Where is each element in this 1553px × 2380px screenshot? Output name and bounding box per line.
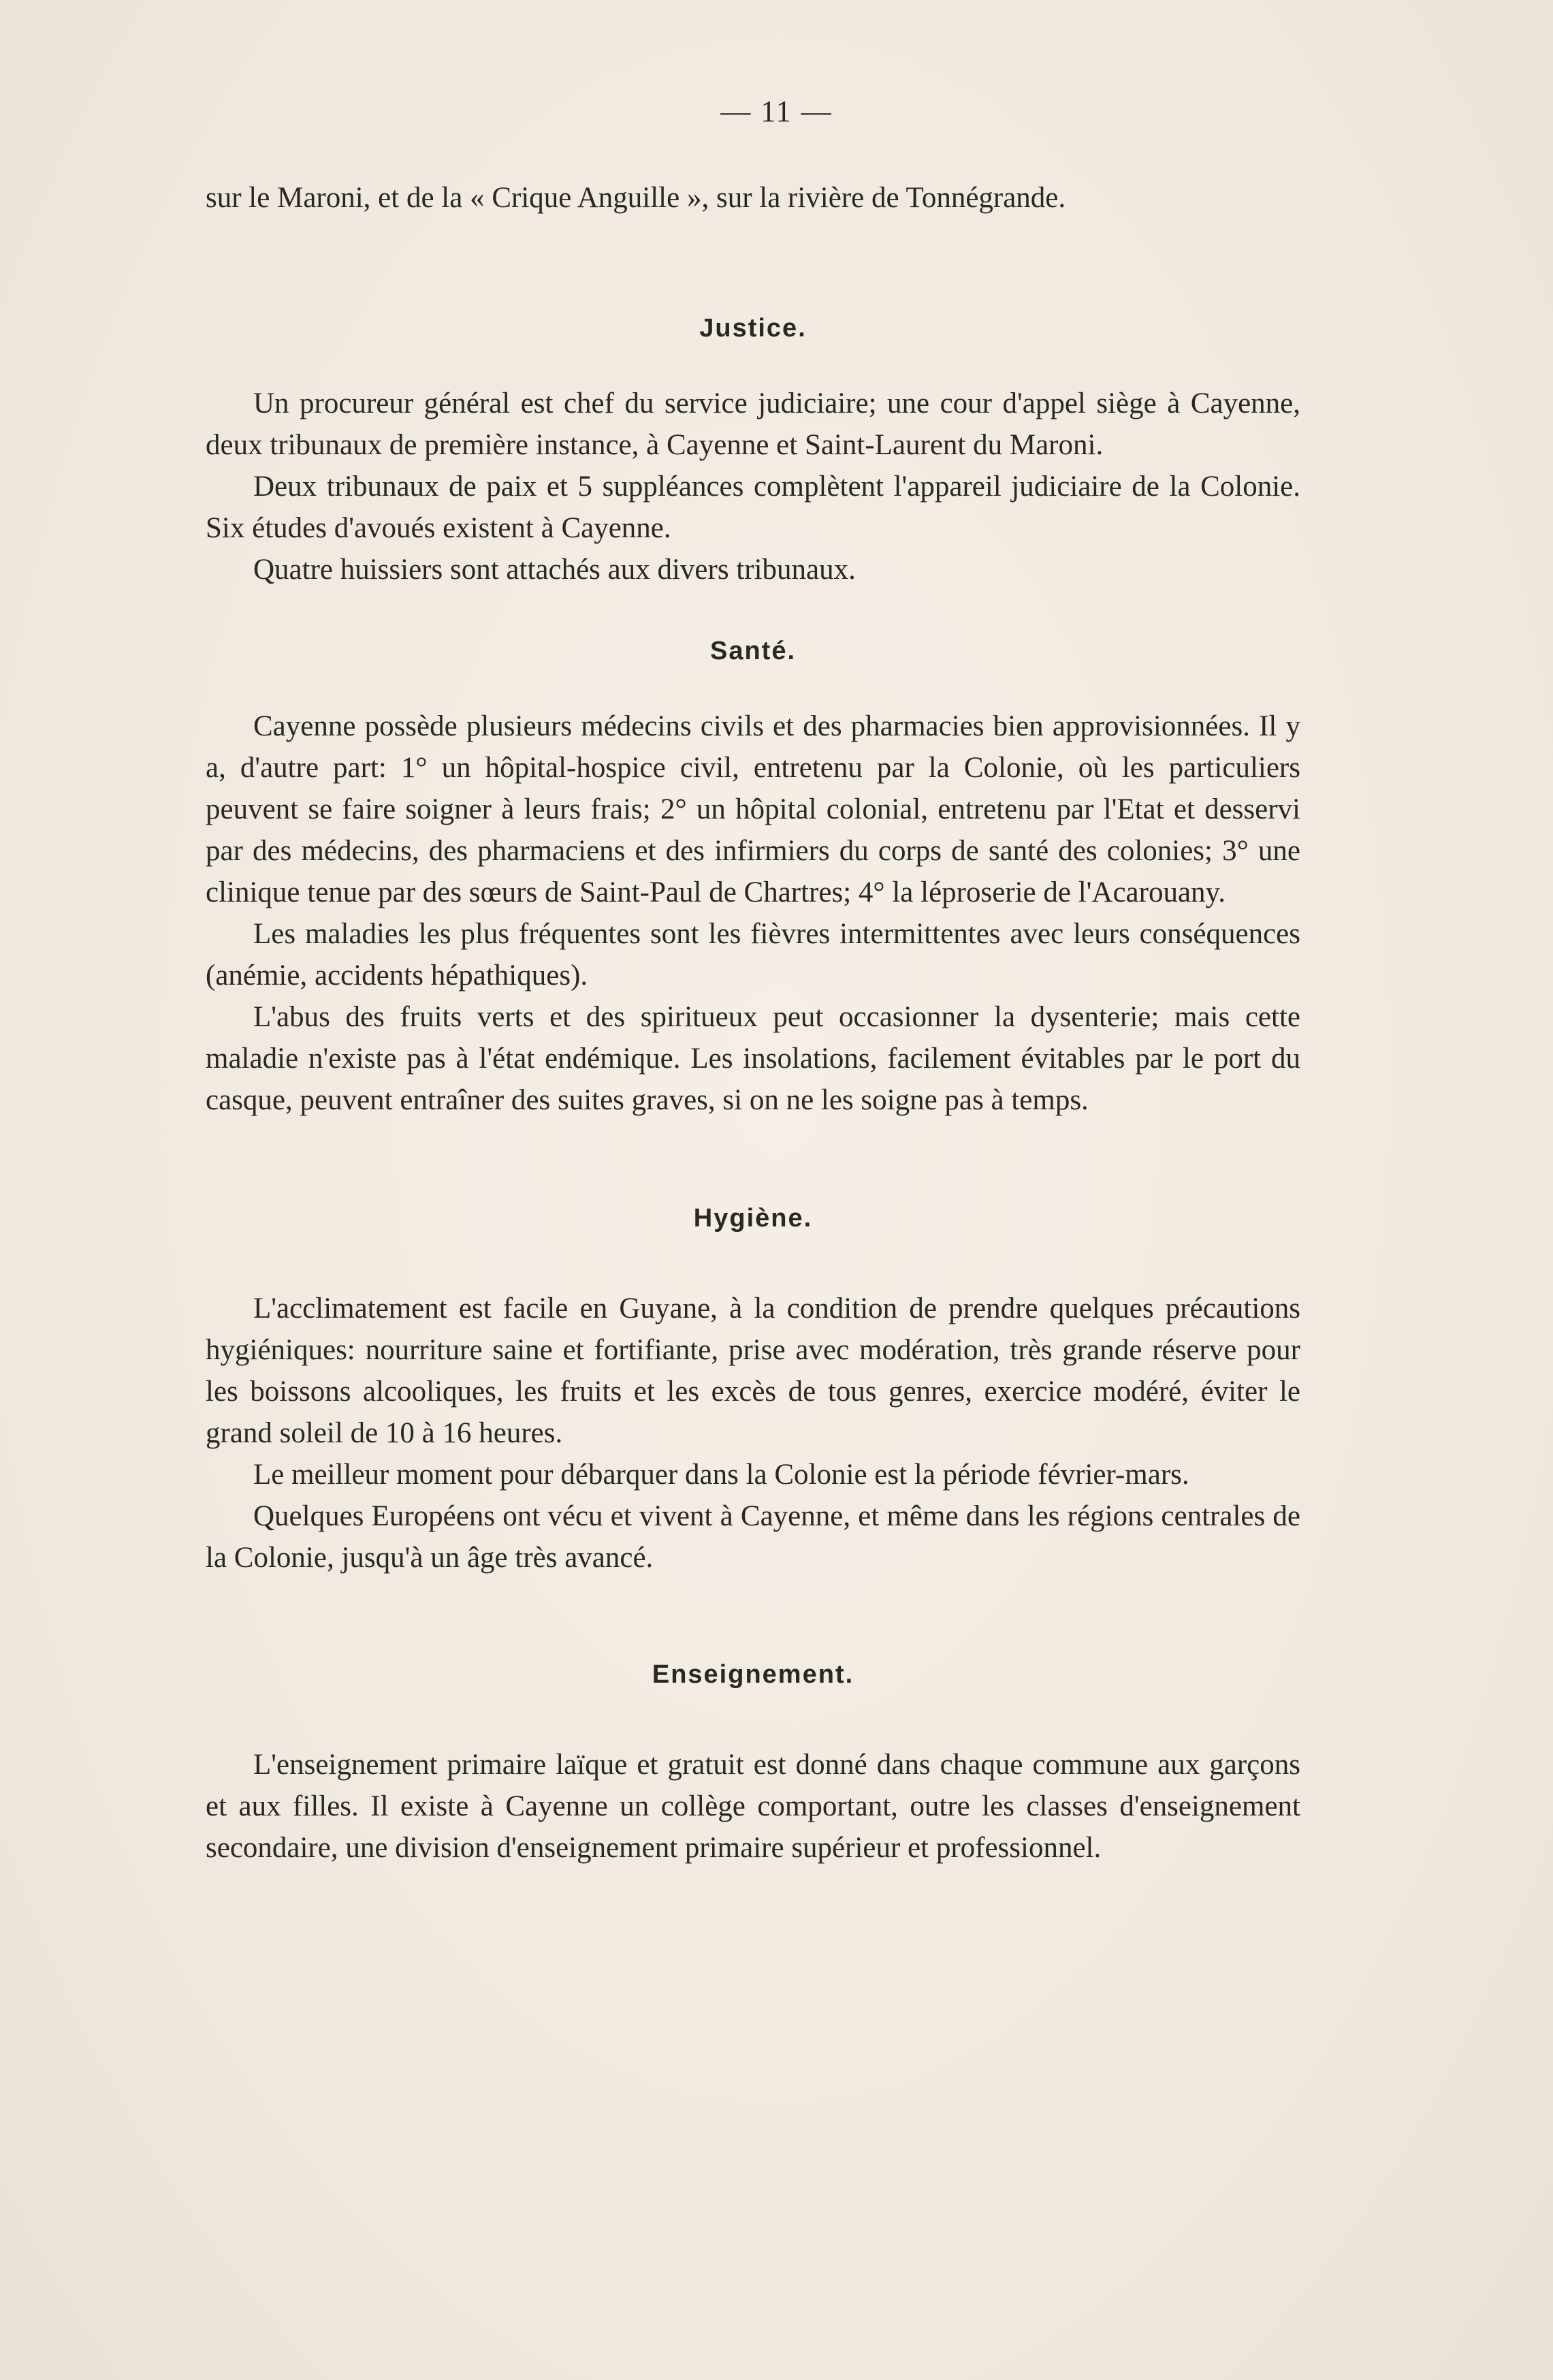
page-content xyxy=(206,177,1300,1869)
justice-paragraph: Deux tribunaux de paix et 5 suppléances complètent l'appareil judiciaire de la Colonie. Six études d'avoués existent à Cayenne. xyxy=(206,471,1300,544)
justice-paragraph: Un procureur général est chef du service judiciaire; une cour d'appel siège à Cayenne, deux tribunaux de première instance, à Cayenne et Saint-Laurent du Maroni. xyxy=(206,387,1300,461)
sante-paragraph: L'abus des fruits verts et des spiritueux peut occasionner la dysenterie; mais cette maladie n'existe pas à l'état endémique. Les insolations, facilement évitables par le port du casque, peuvent entraîner des suites graves, si on ne les soigne pas à temps. xyxy=(206,1001,1300,1116)
sante-paragraph: Les maladies les plus fréquentes sont les fièvres intermittentes avec leurs conséquences (anémie, accidents hépathiques). xyxy=(206,918,1300,991)
section-heading-sante: Santé. xyxy=(709,637,797,665)
hygiene-paragraph: Le meilleur moment pour débarquer dans la Colonie est la période février-mars. xyxy=(253,1459,1189,1491)
sante-paragraph: Cayenne possède plusieurs médecins civils et des pharmacies bien approvisionnées. Il y a, d'autre part: 1° un hôpital-hospice civil, entretenu par la Colonie, où les particuliers peuvent se faire soigner à leurs frais; 2° un hôpital colonial, entretenu par l'Etat et desservi par des médecins, des pharmaciens et des infirmiers du corps de santé des colonies; 3° une clinique tenue par des sœurs de Saint-Paul de Chartres; 4° la léproserie de l'Acarouany. xyxy=(206,710,1300,908)
hygiene-paragraph: L'acclimatement est facile en Guyane, à la condition de prendre quelques précautions hygiéniques: nourriture saine et fortifiante, prise avec modération, très grande réserve pour les boissons alcooliques, les fruits et les excès de tous genres, exercice modéré, éviter le grand soleil de 10 à 16 heures. xyxy=(206,1292,1300,1449)
intro-paragraph: sur le Maroni, et de la « Crique Anguille », sur la rivière de Tonnégrande. xyxy=(206,182,1066,214)
section-heading-justice: Justice. xyxy=(699,314,807,343)
enseignement-paragraph: L'enseignement primaire laïque et gratuit est donné dans chaque commune aux garçons et aux filles. Il existe à Cayenne un collège comportant, outre les classes d'enseignement secondaire, une division d'enseignement primaire supérieur et professionnel. xyxy=(206,1749,1300,1864)
section-heading-enseignement: Enseignement. xyxy=(652,1660,854,1689)
page-number: — 11 — xyxy=(720,95,833,128)
section-heading-hygiene: Hygiène. xyxy=(693,1204,813,1233)
justice-paragraph: Quatre huissiers sont attachés aux divers tribunaux. xyxy=(253,554,856,586)
hygiene-paragraph: Quelques Européens ont vécu et vivent à Cayenne, et même dans les régions centrales de la Colonie, jusqu'à un âge très avancé. xyxy=(206,1500,1300,1574)
